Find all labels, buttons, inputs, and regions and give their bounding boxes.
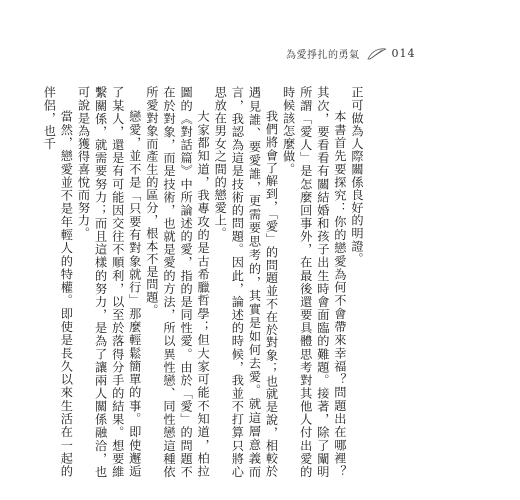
paragraph: 我們將會了解到，「愛」的問題並不在於對象；也就是說，相較於遇見誰、要愛誰，更需要思考的，其實是如何去愛。就這層意義而言，我認為這是技術的問題。因此，論述的時候，我並不打算只將心思放在男女之間的戀愛上。 [213, 86, 279, 478]
paragraph: 正可做為人際關係良好的明證。 [350, 86, 364, 266]
paragraph: 本書首先要探究：你的戀愛為何不會帶來幸福？問題出在哪裡？其次，要看看有關結婚和孩子出生時會面臨的難題。接著，除了闡明所謂「愛人」是怎麼回事外，在最後還要具體思考對其他人付出愛的時候該怎麼做。 [281, 86, 347, 478]
paragraph: 戀愛，並不是「只要有對象就行」那麼輕鬆簡單的事。即使邂逅了某人，還是有可能因交往不順利，以至於落得分手的結果。想要維繫關係，就需要努力；而且這樣的努力，是為了讓兩人關係融洽，也可說是為獲得喜悅而努力。 [76, 86, 142, 478]
feather-ornament-icon [366, 47, 388, 61]
running-header [286, 46, 416, 61]
paragraph: 大家都知道，我專攻的是古希臘哲學；但大家可能不知道，柏拉圖的《對話篇》中所論述的愛，指的是同性愛。由於「愛」的問題不在於對象，而是技術，也就是愛的方法，所以異性戀、同性戀這種依所愛對象而產生的區分，根本不是問題。 [144, 86, 211, 478]
paragraph: 當然，戀愛並不是年輕人的特權。即使是長久以來生活在一起的伴侶，也千 [42, 86, 74, 478]
vertical-body-text [42, 86, 365, 478]
page-number: 014 [391, 47, 416, 60]
running-title: 為愛掙扎的勇氣 [286, 50, 360, 61]
